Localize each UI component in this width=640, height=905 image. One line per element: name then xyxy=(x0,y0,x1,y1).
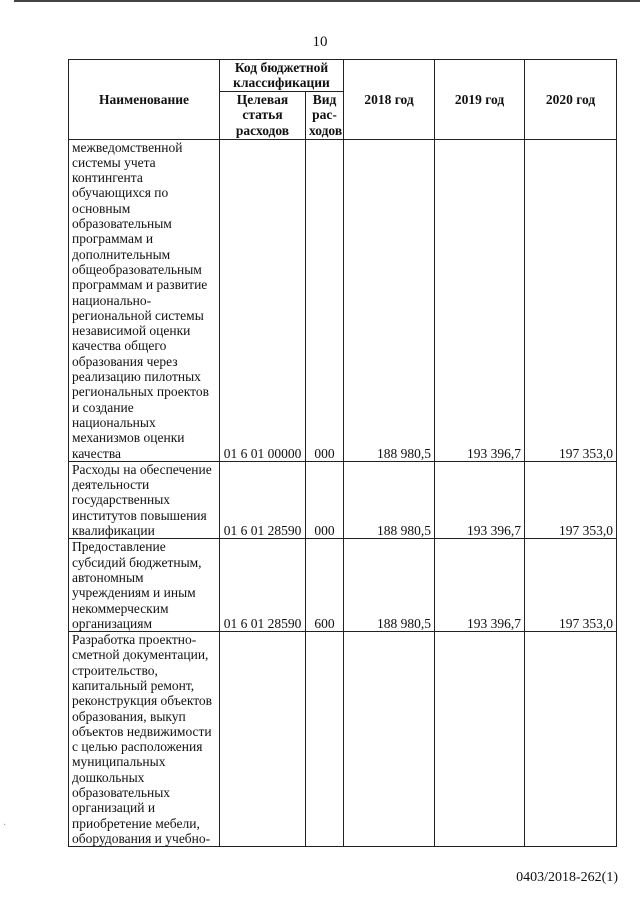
table-row xyxy=(69,139,617,461)
header-budget-code: Код бюджетной классификации xyxy=(220,60,344,92)
row-expense-type: 000 xyxy=(306,461,344,538)
header-year-2019: 2019 год xyxy=(435,60,525,140)
header-year-2020: 2020 год xyxy=(525,60,617,140)
row-expense-type: 000 xyxy=(306,139,344,461)
margin-mark: · xyxy=(3,820,7,831)
row-value-2020 xyxy=(525,632,617,847)
row-value-2018: 188 980,5 xyxy=(344,461,435,538)
row-value-2019: 193 396,7 xyxy=(435,539,525,632)
row-expense-type xyxy=(306,632,344,847)
row-value-2018: 188 980,5 xyxy=(344,539,435,632)
row-value-2019: 193 396,7 xyxy=(435,461,525,538)
row-value-2020: 197 353,0 xyxy=(525,461,617,538)
header-year-2018: 2018 год xyxy=(344,60,435,140)
row-name: Расходы на обеспечение деятельности государственных институтов повышения квалификации xyxy=(69,461,220,538)
header-target-article: Целевая статья расходов xyxy=(220,91,306,139)
table-row xyxy=(69,461,617,538)
top-scan-rule xyxy=(14,0,640,2)
row-value-2020: 197 353,0 xyxy=(525,139,617,461)
row-target-article xyxy=(220,632,306,847)
row-target-article: 01 6 01 28590 xyxy=(220,539,306,632)
table-row xyxy=(69,539,617,632)
row-target-article: 01 6 01 28590 xyxy=(220,461,306,538)
budget-table xyxy=(68,59,617,847)
row-value-2019 xyxy=(435,632,525,847)
page-number: 10 xyxy=(312,34,328,50)
row-target-article: 01 6 01 00000 xyxy=(220,139,306,461)
row-expense-type: 600 xyxy=(306,539,344,632)
row-name: Разработка проектно-сметной документации, строительство, капитальный ремонт, реконструкция объектов образования, выкуп объектов недвижимости с целью расположения муниципальных дошкольных образовательных организаций и приобретение мебели, оборудования и учебно- xyxy=(69,632,220,847)
row-value-2020: 197 353,0 xyxy=(525,539,617,632)
table-row xyxy=(69,632,617,847)
document-code: 0403/2018-262(1) xyxy=(516,870,618,885)
header-expense-type: Вид рас-ходов xyxy=(306,91,344,139)
row-value-2018: 188 980,5 xyxy=(344,139,435,461)
row-name: межведомственной системы учета контингента обучающихся по основным образовательным программам и дополнительным общеобразовательным программам и развитие национально-региональной системы независимой оценки качества общего образования через реализацию пилотных региональных проектов и создание национальных механизмов оценки качества xyxy=(69,139,220,461)
row-value-2018 xyxy=(344,632,435,847)
row-value-2019: 193 396,7 xyxy=(435,139,525,461)
row-name: Предоставление субсидий бюджетным, автономным учреждениям и иным некоммерческим организациям xyxy=(69,539,220,632)
table-header xyxy=(69,60,617,140)
header-name: Наименование xyxy=(69,60,220,140)
